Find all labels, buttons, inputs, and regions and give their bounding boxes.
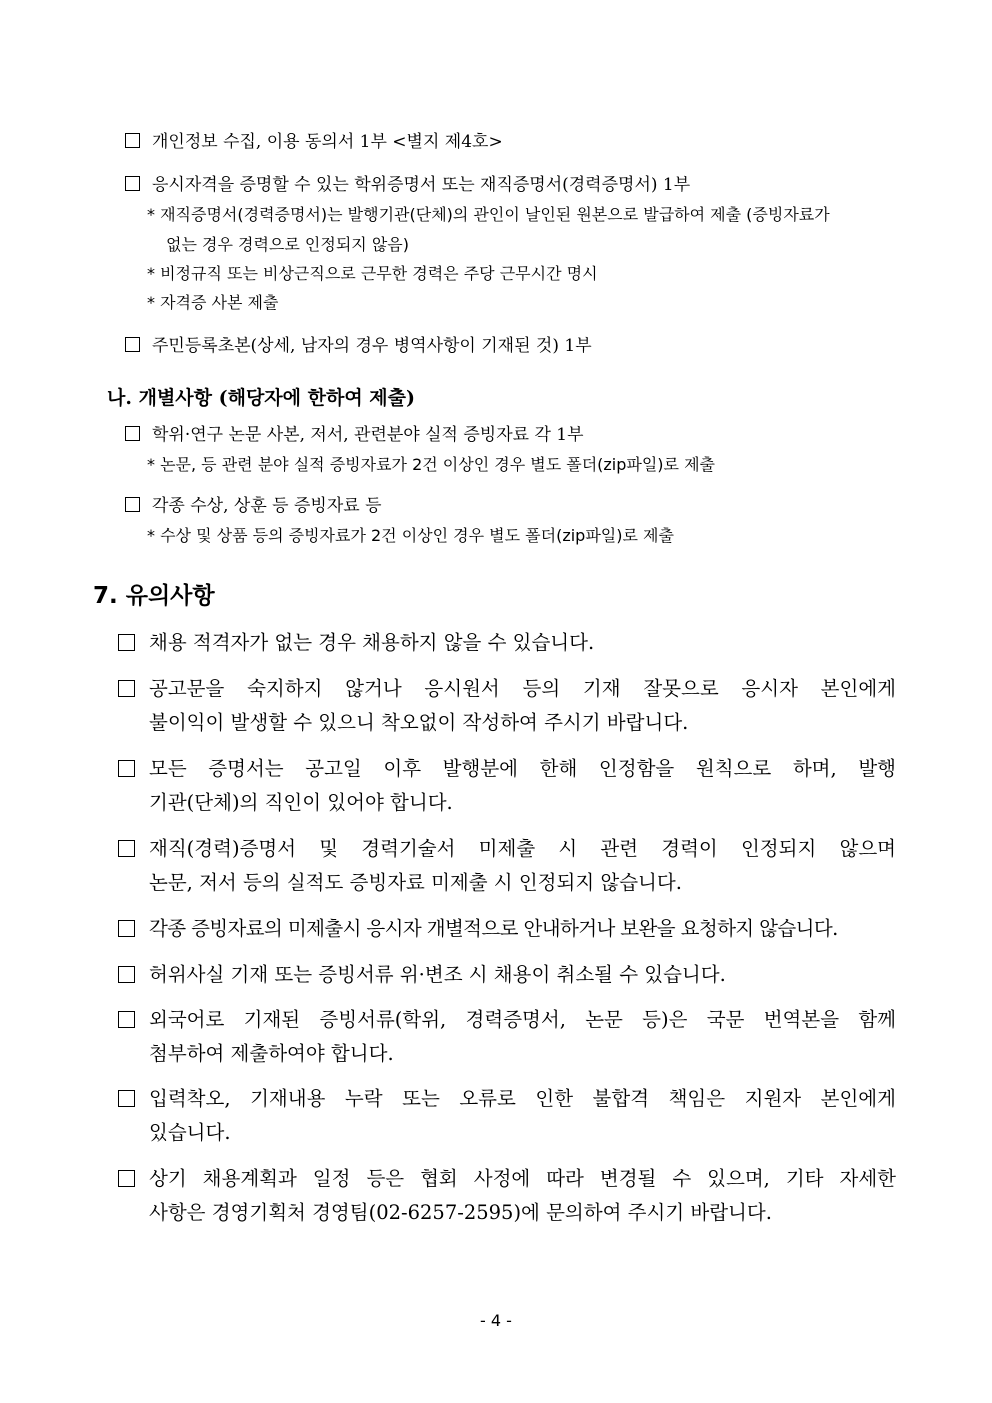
checkbox-square-icon	[118, 1011, 135, 1028]
notice-text-continued: 사항은 경영기획처 경영팀(02-6257-2595)에 문의하여 주시기 바랍니다.	[149, 1201, 772, 1224]
doc-item-text: 각종 수상, 상훈 등 증빙자료 등	[152, 496, 382, 516]
doc-note: * 논문, 등 관련 분야 실적 증빙자료가 2건 이상인 경우 별도 폴더(zip파일)로 제출	[147, 455, 716, 474]
doc-item	[125, 170, 690, 195]
section-heading: 7. 유의사항	[93, 583, 215, 609]
checkbox-square-icon	[118, 634, 135, 651]
notice-text: 외국어로 기재된 증빙서류(학위, 경력증명서, 논문 등)은 국문 번역본을 함께	[149, 1008, 896, 1031]
doc-item-text: 주민등록초본(상세, 남자의 경우 병역사항이 기재된 것) 1부	[152, 336, 592, 356]
notice-item	[118, 627, 594, 655]
notice-item	[118, 673, 896, 701]
checkbox-square-icon	[125, 497, 140, 512]
notice-text-continued: 기관(단체)의 직인이 있어야 합니다.	[149, 791, 453, 814]
doc-item	[125, 127, 503, 152]
notice-item	[118, 833, 896, 861]
notice-item	[118, 1163, 896, 1191]
notice-text-continued: 논문, 저서 등의 실적도 증빙자료 미제출 시 인정되지 않습니다.	[149, 871, 682, 894]
doc-item	[125, 491, 382, 516]
doc-item-text: 학위·연구 논문 사본, 저서, 관련분야 실적 증빙자료 각 1부	[152, 425, 584, 445]
checkbox-square-icon	[125, 426, 140, 441]
doc-item	[125, 420, 584, 445]
notice-text: 모든 증명서는 공고일 이후 발행분에 한해 인정함을 원칙으로 하며, 발행	[149, 757, 896, 780]
page-number: - 4 -	[480, 1311, 512, 1330]
doc-item-text: 개인정보 수집, 이용 동의서 1부 <별지 제4호>	[152, 132, 503, 152]
notice-item	[118, 753, 896, 781]
doc-note: * 비정규직 또는 비상근직으로 근무한 경력은 주당 근무시간 명시	[147, 264, 598, 283]
checkbox-square-icon	[118, 1090, 135, 1107]
checkbox-square-icon	[125, 176, 140, 191]
checkbox-square-icon	[118, 840, 135, 857]
subsection-heading: 나. 개별사항 (해당자에 한하여 제출)	[107, 387, 416, 409]
checkbox-square-icon	[118, 760, 135, 777]
notice-text: 공고문을 숙지하지 않거나 응시원서 등의 기재 잘못으로 응시자 본인에게	[149, 677, 896, 700]
doc-item	[125, 331, 592, 356]
notice-item	[118, 1004, 896, 1032]
notice-text-continued: 첨부하여 제출하여야 합니다.	[149, 1042, 394, 1065]
doc-item-text: 응시자격을 증명할 수 있는 학위증명서 또는 재직증명서(경력증명서) 1부	[152, 175, 691, 195]
notice-text: 각종 증빙자료의 미제출시 응시자 개별적으로 안내하거나 보완을 요청하지 않습니다.	[149, 917, 838, 940]
notice-text: 입력착오, 기재내용 누락 또는 오류로 인한 불합격 책임은 지원자 본인에게	[149, 1087, 896, 1110]
notice-text-continued: 있습니다.	[149, 1121, 231, 1144]
doc-note: * 자격증 사본 제출	[147, 293, 279, 312]
notice-text: 채용 적격자가 없는 경우 채용하지 않을 수 있습니다.	[149, 631, 595, 654]
notice-text: 허위사실 기재 또는 증빙서류 위·변조 시 채용이 취소될 수 있습니다.	[149, 963, 726, 986]
notice-text-continued: 불이익이 발생할 수 있으니 착오없이 작성하여 주시기 바랍니다.	[149, 711, 689, 734]
checkbox-square-icon	[118, 920, 135, 937]
checkbox-square-icon	[125, 133, 140, 148]
doc-note: * 재직증명서(경력증명서)는 발행기관(단체)의 관인이 날인된 원본으로 발급하여 제출 (증빙자료가	[147, 205, 830, 224]
notice-text: 상기 채용계획과 일정 등은 협회 사정에 따라 변경될 수 있으며, 기타 자세한	[149, 1167, 896, 1190]
checkbox-square-icon	[125, 337, 140, 352]
checkbox-square-icon	[118, 680, 135, 697]
notice-item	[118, 1083, 896, 1111]
checkbox-square-icon	[118, 1170, 135, 1187]
doc-note: * 수상 및 상품 등의 증빙자료가 2건 이상인 경우 별도 폴더(zip파일)로 제출	[147, 526, 674, 545]
notice-item	[118, 913, 838, 941]
notice-text: 재직(경력)증명서 및 경력기술서 미제출 시 관련 경력이 인정되지 않으며	[149, 837, 896, 860]
doc-note-continued: 없는 경우 경력으로 인정되지 않음)	[166, 235, 409, 254]
notice-item	[118, 959, 726, 987]
checkbox-square-icon	[118, 966, 135, 983]
